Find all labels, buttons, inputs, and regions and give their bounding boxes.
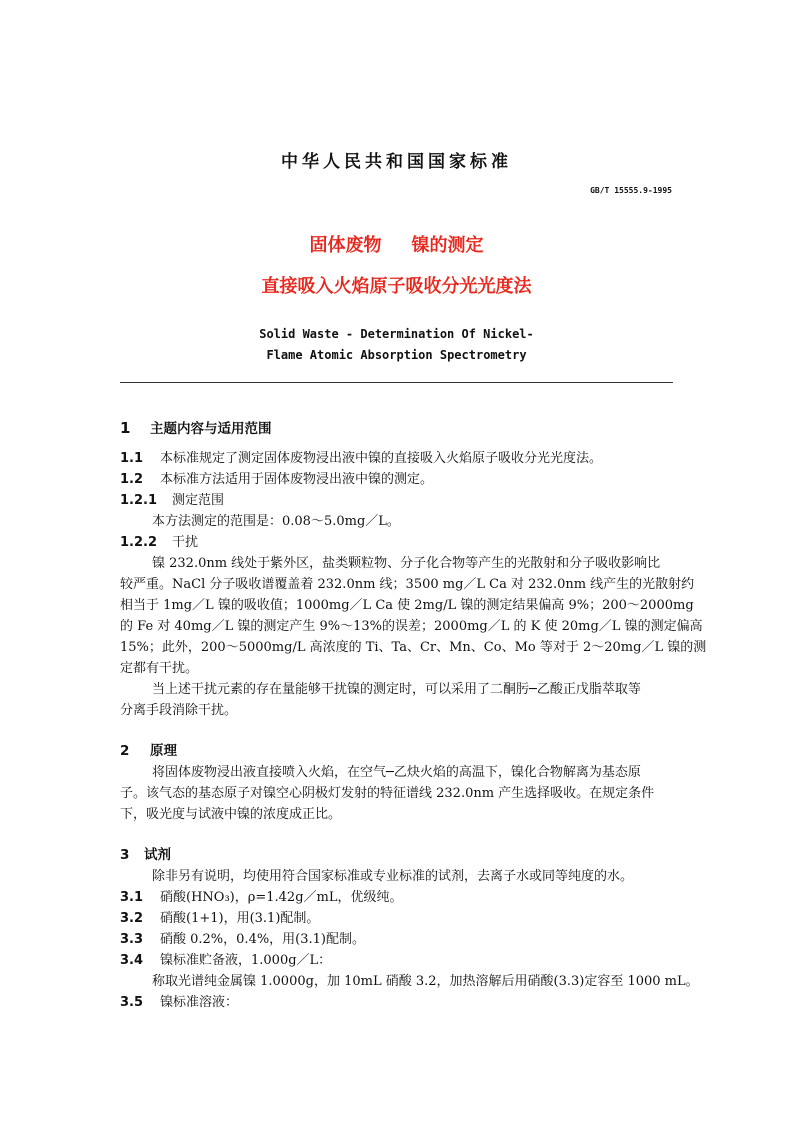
clause-number: 3.4 <box>120 953 144 968</box>
section-3-number: 3 <box>120 847 130 863</box>
principle-line: 子。该气态的基态原子对镍空心阴极灯发射的特征谱线 232.0nm 产生选择吸收。在规定条件 <box>120 786 655 801</box>
interference-removal-line: 当上述干扰元素的存在量能够干扰镍的测定时，可以采用了二酮肟─乙酸正戊脂萃取等 <box>152 682 641 697</box>
section-1-title: 主题内容与适用范围 <box>150 421 272 437</box>
clause-number: 1.2 <box>120 472 144 487</box>
title-part2: 镍的测定 <box>411 235 484 256</box>
section-1-heading <box>120 418 673 440</box>
clause-text: 硝酸(1+1)，用(3.1)配制。 <box>160 911 320 926</box>
principle-line: 将固体废物浸出液直接喷入火焰，在空气─乙炔火焰的高温下，镍化合物解离为基态原 <box>152 765 641 780</box>
document-title-line2: 直接吸入火焰原子吸收分光光度法 <box>261 276 532 297</box>
clause-text: 本标准方法适用于固体废物浸出液中镍的测定。 <box>160 472 434 487</box>
clause-3-4-body: 称取光谱纯金属镍 1.0000g，加 10mL 硝酸 3.2，加热溶解后用硝酸(3.3)定容至 1000 mL。 <box>152 974 699 989</box>
clause-text: 硝酸(HNO₃)，ρ=1.42g／mL，优级纯。 <box>160 890 403 905</box>
clause-1-1 <box>120 448 673 469</box>
clause-3-3 <box>120 929 673 950</box>
clause-number: 1.2.2 <box>120 535 158 550</box>
clause-text: 本标准规定了测定固体废物浸出液中镍的直接吸入火焰原子吸收分光光度法。 <box>160 451 603 466</box>
clause-number: 3.5 <box>120 995 144 1010</box>
interference-line: 15%；此外，200～5000mg/L 高浓度的 Ti、Ta、Cr、Mn、Co、Mo 等对于 2～20mg／L 镍的测 <box>120 640 707 655</box>
reagent-intro: 除非另有说明，均使用符合国家标准或专业标准的试剂，去离子水或同等纯度的水。 <box>152 869 634 884</box>
clause-text: 硝酸 0.2%，0.4%，用(3.1)配制。 <box>160 932 366 947</box>
clause-number: 1.1 <box>120 451 144 466</box>
interference-line: 定都有干扰。 <box>120 661 199 676</box>
clause-text: 镍标准贮备液，1.000g／L： <box>160 953 332 968</box>
section-3-title: 试剂 <box>144 847 171 863</box>
clause-text: 镍标准溶液： <box>160 995 239 1010</box>
section-2-heading <box>120 741 673 762</box>
section-1-number: 1 <box>120 419 131 437</box>
english-title-line1: Solid Waste - Determination Of Nickel- <box>259 327 534 341</box>
standard-number: GB/T 15555.9-1995 <box>590 186 672 195</box>
interference-line: 的 Fe 对 40mg／L 镍的测定产生 9%～13%的误差；2000mg／L 的 K 使 20mg／L 镍的测定偏高 <box>120 619 703 634</box>
title-part1: 固体废物 <box>309 235 382 256</box>
interference-removal-line: 分离手段消除干扰。 <box>120 703 238 718</box>
interference-line: 相当于 1mg／L 镍的吸收值；1000mg／L Ca 使 2mg/L 镍的测定结果偏高 9%；200～2000mg <box>120 598 694 613</box>
clause-3-1 <box>120 887 673 908</box>
document-title-line1 <box>0 231 793 257</box>
principle-line: 下，吸光度与试液中镍的浓度成正比。 <box>120 807 342 822</box>
interference-line: 镍 232.0nm 线处于紫外区，盐类颗粒物、分子化合物等产生的光散射和分子吸收影响比 <box>152 556 661 571</box>
clause-1-2-1-body: 本方法测定的范围是：0.08～5.0mg／L。 <box>152 514 400 529</box>
clause-number: 3.2 <box>120 911 144 926</box>
clause-1-2-1 <box>120 490 673 511</box>
section-2-number: 2 <box>120 743 130 759</box>
clause-number: 3.3 <box>120 932 144 947</box>
clause-1-2-2 <box>120 532 673 553</box>
title-divider <box>120 382 673 383</box>
clause-number: 3.1 <box>120 890 144 905</box>
document-body <box>120 418 707 1013</box>
interference-line: 较严重。NaCl 分子吸收谱覆盖着 232.0nm 线；3500 mg／L Ca 对 232.0nm 线产生的光散射约 <box>120 577 695 592</box>
section-2-title: 原理 <box>150 743 177 759</box>
clause-text: 测定范围 <box>172 493 225 508</box>
english-title-line2: Flame Atomic Absorption Spectrometry <box>266 348 527 362</box>
section-3-heading <box>120 845 673 866</box>
clause-3-5 <box>120 992 673 1013</box>
clause-text: 干扰 <box>172 535 199 550</box>
clause-number: 1.2.1 <box>120 493 158 508</box>
national-standard-header: 中华人民共和国国家标准 <box>281 152 512 172</box>
clause-3-2 <box>120 908 673 929</box>
clause-1-2 <box>120 469 673 490</box>
clause-3-4 <box>120 950 673 971</box>
